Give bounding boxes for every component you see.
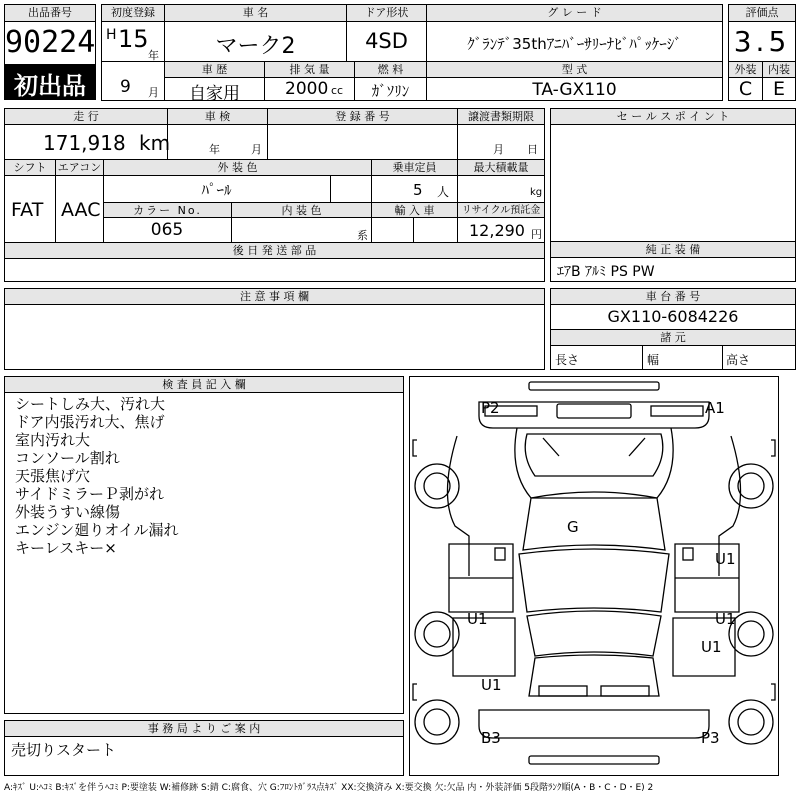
capacity-value: 5 [413,181,423,199]
door-value: 4SD [365,29,408,53]
car-name-label: 車 名 [165,5,346,22]
door-label: ドア形状 [347,5,426,22]
inspector-line: 室内汚れ大 [15,431,91,449]
int-color-unit: 系 [357,229,368,242]
mileage-label: 走 行 [5,109,167,125]
model-value: TA-GX110 [532,80,617,100]
first-listing-text: 初出品 [14,72,86,100]
load-label: 最大積載量 [457,160,544,176]
inspection-month-unit: 月 [251,143,262,156]
capacity-label: 乗車定員 [371,160,457,176]
displacement-unit: cc [331,84,344,97]
inspector-label: 検 査 員 記 入 欄 [5,377,403,393]
chassis-label: 車 台 番 号 [551,289,795,305]
notes-box [4,288,545,370]
damage-mark: P2 [481,399,500,417]
office-text: 売切りスタート [11,741,117,759]
notes-label: 注 意 事 項 欄 [5,289,544,305]
shift-value: FAT [11,199,44,221]
color-no-label: カラー No. [103,203,231,218]
ext-color-label: 外 装 色 [103,160,371,176]
transfer-day-unit: 日 [527,143,538,156]
damage-mark: B3 [481,729,501,747]
legend-text: A:ｷｽﾞ U:ﾍｺﾐ B:ｷｽﾞを伴うﾍｺﾐ P:要塗装 W:補修跡 S:錆 C:腐食、穴 G:ﾌﾛﾝﾄｶﾞﾗｽ点ｷｽﾞ XX:交換済み X:要交換 欠:欠品 内・外装評価 5段階ﾗﾝｸ順(A・B・C・D・E) 2 [4,783,654,793]
length-label: 長さ [555,353,580,367]
shift-label: シフト [5,160,55,176]
score-label: 評価点 [729,5,795,22]
genuine-value: ｴｱB ｱﾙﾐ PS PW [557,264,655,280]
interior-box [762,61,796,101]
car-name-box [164,4,347,62]
inspector-line: サイドミラーＰ剥がれ [15,485,164,503]
car-damage-diagram [409,376,779,776]
inspector-line: シートしみ大、汚れ大 [15,395,166,413]
damage-mark: U1 [467,610,488,628]
month-unit: 月 [148,86,159,99]
ac-value: AAC [61,199,101,221]
history-label: 車 歴 [165,62,264,78]
history-box [164,61,265,104]
sales-points-box [550,108,796,242]
model-box [426,61,723,101]
office-label: 事 務 局 よ り ご 案 内 [5,721,403,737]
damage-mark: U1 [715,550,736,568]
year-unit: 年 [148,49,159,62]
capacity-unit: 人 [437,185,450,199]
car-name: マーク2 [215,34,296,59]
first-reg-label: 初度登録 [102,5,164,22]
inspector-line: ドア内張汚れ大、焦げ [15,413,165,431]
mileage-unit: km [139,131,171,155]
displacement-label: 排 気 量 [265,62,354,78]
ext-color-value: ﾊﾟｰﾙ [201,181,232,199]
displacement-value: 2000 [285,79,329,99]
later-parts-label: 後 日 発 送 部 品 [5,243,544,259]
spec-table [4,108,545,282]
damage-mark: U1 [715,610,736,628]
fuel-value: ｶﾞｿﾘﾝ [371,82,410,100]
recycle-unit: 円 [531,228,542,241]
damage-mark: P3 [701,729,720,747]
genuine-box [550,241,796,282]
history-value: 自家用 [189,84,240,104]
exterior-label: 外装 [729,62,762,78]
lot-number: 90224 [5,25,96,60]
damage-mark: A1 [705,399,725,417]
chassis-box [550,288,796,370]
first-reg-box [101,4,165,62]
damage-mark: U1 [701,638,722,656]
transfer-label: 譲渡書類期限 [457,109,544,125]
genuine-label: 純 正 装 備 [551,242,795,258]
lot-label: 出品番号 [5,5,95,22]
month-value: 9 [120,77,131,97]
inspector-line: 天張焦げ穴 [15,467,91,485]
chassis-value: GX110-6084226 [607,307,739,326]
inspector-box [4,376,404,714]
inspection-label: 車 検 [167,109,267,125]
damage-mark: G [567,518,579,536]
reg-no-label: 登 録 番 号 [267,109,457,125]
office-box [4,720,404,776]
inspection-year-unit: 年 [209,143,220,156]
score-box [728,4,796,62]
reg-month-box [101,61,165,101]
mileage-value: 171,918 [43,131,126,155]
color-no-value: 065 [150,220,184,240]
int-color-label: 内 装 色 [231,203,371,218]
score-value: 3.5 [733,25,791,58]
ac-label: エアコン [55,160,103,176]
import-label: 輸 入 車 [371,203,457,218]
grade-box [426,4,723,62]
era-prefix: H [106,27,117,43]
grade-value: ｸﾞﾗﾝﾃﾞ35thｱﾆﾊﾞｰｻﾘｰﾅﾋﾞﾊﾟｯｹｰｼﾞ [467,35,682,53]
dims-label: 諸 元 [551,330,795,346]
inspector-line: エンジン廻りオイル漏れ [15,521,179,539]
sales-points-label: セ ー ル ス ポ イ ン ト [551,109,795,125]
interior-value: E [772,78,785,100]
door-box [346,4,427,62]
inspector-line: 外装うすい線傷 [15,503,121,521]
inspector-line: キーレスキー× [15,539,117,557]
damage-mark: U1 [481,676,502,694]
inspector-line: コンソール割れ [15,449,120,467]
exterior-value: C [738,78,753,100]
exterior-box [728,61,763,101]
recycle-label: リサイクル預託金 [457,203,544,218]
car-outline [409,376,779,776]
load-unit: kg [530,187,543,198]
fuel-label: 燃 料 [355,62,426,78]
displacement-box [264,61,355,101]
year-value: 15 [118,25,149,53]
interior-label: 内装 [763,62,795,78]
width-label: 幅 [647,353,660,367]
height-label: 高さ [726,353,751,367]
grade-label: グ レ ー ド [427,5,722,22]
recycle-value: 12,290 [469,221,525,240]
transfer-month-unit: 月 [493,143,504,156]
fuel-box [354,61,427,101]
model-label: 型 式 [427,62,722,78]
